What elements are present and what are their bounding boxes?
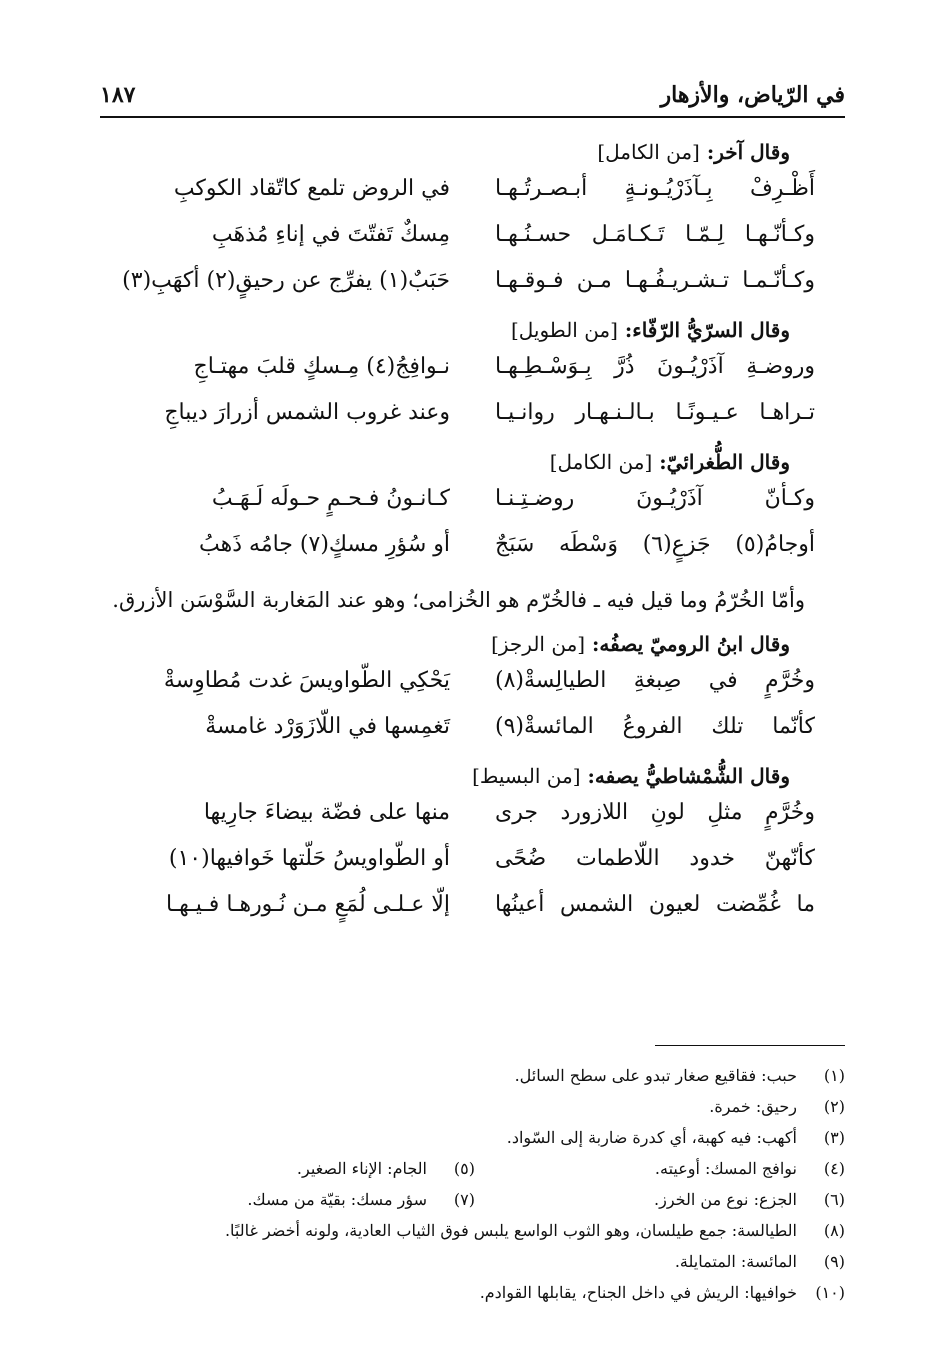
footnote [125, 1277, 845, 1308]
footnote [125, 1246, 845, 1277]
verse-line [100, 480, 845, 526]
poem-intro [100, 312, 845, 348]
verse-first-hemistich: وروضـةِ آذَرْيُـونَ ذُرَّ بِـوَسْـطِـهـا [495, 354, 815, 379]
poem-attribution: وقال الشُّمْشاطيُّ يصفه: [587, 764, 790, 788]
verse-line [100, 708, 845, 754]
poem-attribution: وقال الطُّغرائيّ: [659, 450, 790, 474]
verse-first-hemistich: ما غُمِّضت لعيون الشمس أعينُها [495, 892, 815, 917]
verse-line [100, 886, 845, 932]
footnote-number: (٥) [453, 1159, 475, 1178]
verse-second-hemistich: حَبَبٌ(١) يفرِّج عن رحيقٍ(٢) أكهَبِ(٣) [122, 268, 450, 293]
footnote-number: (٤) [823, 1159, 845, 1178]
verse-second-hemistich: يَحْكِي الطّواويسَ غدت مُطاوِسةْ [163, 668, 450, 693]
verse-second-hemistich: أو الطّواويسُ حَلّتها خَوافيها(١٠) [168, 846, 450, 871]
verse-first-hemistich: وكـأنّـمـا تـشـريـفُـهـا مـن فـوقـهـا [495, 268, 815, 293]
footnote-text: المائسة: المتمايلة. [674, 1252, 797, 1271]
verse-second-hemistich: كـانـونُ فـحـمٍ حـولَه لَـهَـبُ [211, 486, 450, 511]
verse-second-hemistich: في الروض تلمع كاتّقاد الكوكبِ [173, 176, 450, 201]
verse-line [100, 348, 845, 394]
verse-line [100, 216, 845, 262]
poem-intro [100, 444, 845, 480]
page-number: ١٨٧ [100, 82, 136, 108]
footnote [125, 1122, 845, 1153]
footnote-text: الجزع: نوع من الخرز. [654, 1190, 797, 1209]
verse-line [100, 840, 845, 886]
footnote-text: سؤر مسك: بقيّة من مسك. [247, 1190, 427, 1209]
verse-first-hemistich: أَظْـرِفْ بِـآذَرْيُـونـةٍ أبـصـرتُـهـا [495, 176, 815, 201]
verse-second-hemistich: أو سُؤرِ مسكٍ(٧) جامُه ذَهبُ [199, 532, 450, 557]
footnote-text: الطيالسة: جمع طيلسان، وهو الثوب الواسع يلبس فوق الثياب العادية، ولونه أخضر غالبًا. [224, 1221, 797, 1240]
footnote [247, 1184, 475, 1215]
verse-line [100, 170, 845, 216]
verse-first-hemistich: تـراهـا عـيـونًـا بـالـنـهـار روانـيـا [495, 400, 815, 425]
poem-intro [100, 758, 845, 794]
verse-second-hemistich: إلّا عـلـى لُمَعٍ مـن نُـورهـا فـيـهـا [165, 892, 450, 917]
main-text [100, 130, 845, 932]
footnote-number: (٣) [823, 1128, 845, 1147]
verse-first-hemistich: وكـأنّـهـا لِـمّـا تَـكـامَـل حسـنُـهـا [495, 222, 815, 247]
verse-second-hemistich: نـوافِجُ(٤) مِـسكٍ قلبَ مهتـاجِ [193, 354, 450, 379]
verse-second-hemistich: مِسكٌ تَفتّتَ في إناءِ مُذهَبِ [211, 222, 450, 247]
poem-attribution: وقال ابنُ الروميّ يصفُه: [592, 632, 790, 656]
verse-second-hemistich: تَغمِسها في اللّازَوَرْد غامسةْ [205, 714, 450, 739]
poem-meter: [من الكامل] [549, 450, 653, 474]
footnote [655, 1153, 845, 1184]
footnote-number: (٩) [823, 1252, 845, 1271]
poem-meter: [من الكامل] [597, 140, 700, 164]
poem-meter: [من البسيط] [472, 764, 581, 788]
poem-intro [100, 626, 845, 662]
footnote [125, 1060, 845, 1091]
footnote [654, 1184, 845, 1215]
page-header [100, 78, 845, 118]
verse-line [100, 526, 845, 572]
poem-attribution: وقال السرّيُّ الرّفّاء: [624, 318, 790, 342]
footnote-number: (١٠) [815, 1283, 845, 1302]
running-title: في الرّياض، والأزهار [660, 82, 845, 108]
footnote-text: نوافج المسك: أوعيته. [654, 1159, 797, 1178]
footnote-number: (٢) [823, 1097, 845, 1116]
footnote-number: (٨) [823, 1221, 845, 1240]
poem-attribution: وقال آخر: [706, 140, 790, 164]
footnotes [125, 1060, 845, 1308]
footnote-number: (٧) [453, 1190, 475, 1209]
footnote-text: خوافيها: الريش في داخل الجناح، يقابلها القوادم. [479, 1283, 797, 1302]
footnote-pair [125, 1153, 845, 1184]
verse-line [100, 662, 845, 708]
poem-meter: [من الطويل] [510, 318, 618, 342]
footnote-text: رحيق: خمرة. [709, 1097, 797, 1116]
verse-line [100, 394, 845, 440]
footnote [125, 1091, 845, 1122]
verse-first-hemistich: وخُرَّمٍ مثلِ لونِ اللازورد جرى [495, 800, 815, 825]
footnote-text: حبب: فقاقيع صغار تبدو على سطح السائل. [514, 1066, 797, 1085]
verse-first-hemistich: وخُرَّمٍ في صِبغةِ الطيالِسةْ(٨) [495, 668, 815, 693]
footnote-number: (٦) [823, 1190, 845, 1209]
footnote-pair [125, 1184, 845, 1215]
footnote-number: (١) [823, 1066, 845, 1085]
poem-meter: [من الرجز] [491, 632, 586, 656]
footnote-rule [655, 1045, 845, 1046]
verse-line [100, 262, 845, 308]
verse-first-hemistich: كأنّما تلك الفروعُ المائسةْ(٩) [495, 714, 815, 739]
poem-intro [100, 134, 845, 170]
footnote-text: الجام: الإناء الصغير. [296, 1159, 427, 1178]
verse-line [100, 794, 845, 840]
footnote [297, 1153, 475, 1184]
verse-second-hemistich: وعند غروب الشمس أزرارَ ديباجِ [164, 400, 450, 425]
verse-second-hemistich: منها على فضّة بيضاءَ جارِيها [203, 800, 450, 825]
footnote [125, 1215, 845, 1246]
prose-paragraph: وأمّا الخُرّمُ وما قيل فيه ـ فالخُرّم هو الخُزامى؛ وهو عند المَغاربة السَّوْسَن الأزرق. [112, 588, 805, 612]
footnote-text: أكهب: فيه كهبة، أي كدرة ضاربة إلى السّواد. [506, 1128, 797, 1147]
verse-first-hemistich: كأنّهنّ خدود اللّاطمات ضُحًى [495, 846, 815, 871]
verse-first-hemistich: وكـأنّ آذَرْيُـونَ روضـتِـنـا [495, 486, 815, 511]
verse-first-hemistich: أوجامُ(٥) جَزعٍ(٦) وَسْطَه سَبَجٌ [495, 532, 815, 557]
